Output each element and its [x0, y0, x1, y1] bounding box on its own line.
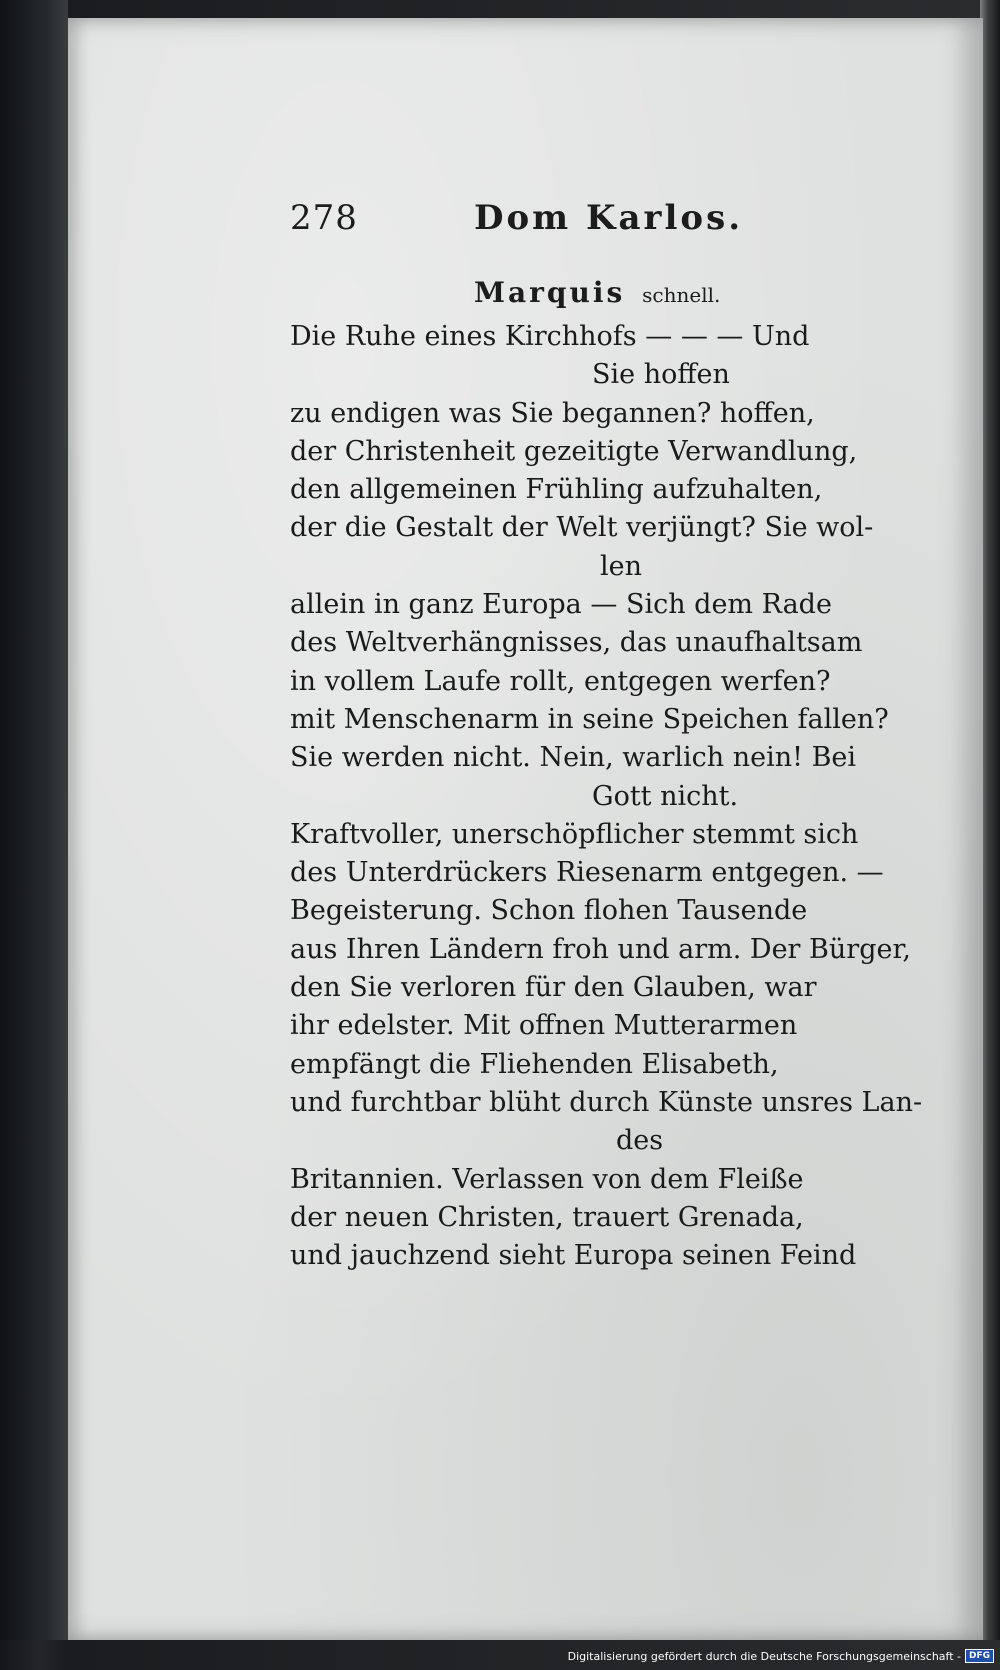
verse-line: Begeisterung. Schon flohen Tausende	[290, 895, 808, 927]
verse-line: den allgemeinen Frühling aufzuhalten,	[290, 474, 823, 506]
book-page	[68, 18, 983, 1640]
verse-line: mit Menschenarm in seine Speichen fallen?	[290, 703, 889, 735]
page-edge	[980, 0, 1000, 1640]
verse-line: empfängt die Fliehenden Elisabeth,	[290, 1048, 779, 1080]
verse-line: der neuen Christen, trauert Grenada,	[290, 1201, 804, 1233]
verse-line: und furchtbar blüht durch Künste unsres Lan-	[290, 1086, 923, 1118]
footer-credit: Digitalisierung gefördert durch die Deutsche Forschungsgemeinschaft -	[567, 1649, 961, 1663]
digitization-footer	[568, 1646, 994, 1666]
verse-line: aus Ihren Ländern froh und arm. Der Bürger,	[290, 933, 911, 965]
verse-line: der die Gestalt der Welt verjüngt? Sie wol-	[290, 512, 874, 544]
verse-line: Britannien. Verlassen von dem Fleiße	[290, 1163, 804, 1195]
verse-line: des Weltverhängnisses, das unaufhaltsam	[290, 627, 863, 659]
book-binding-edge	[0, 0, 68, 1640]
verse-line: des	[616, 1125, 664, 1157]
verse-block	[290, 318, 923, 1275]
verse-line: des Unterdrückers Riesenarm entgegen. —	[290, 857, 884, 889]
running-title: Dom Karlos.	[474, 198, 744, 238]
speaker-name: Marquis	[474, 276, 626, 309]
dfg-logo: DFG	[965, 1649, 994, 1663]
speaker-heading	[474, 276, 720, 309]
stage-direction: schnell.	[642, 283, 721, 307]
verse-line: in vollem Laufe rollt, entgegen werfen?	[290, 665, 831, 697]
verse-line: den Sie verloren für den Glauben, war	[290, 972, 817, 1004]
verse-line: Sie werden nicht. Nein, warlich nein! Bei	[290, 742, 857, 774]
verse-line: Kraftvoller, unerschöpflicher stemmt sich	[290, 818, 859, 850]
verse-line: len	[600, 550, 643, 582]
verse-line: Gott nicht.	[592, 780, 739, 812]
verse-line: der Christenheit gezeitigte Verwandlung,	[290, 435, 858, 467]
verse-line: Die Ruhe eines Kirchhofs — — — Und	[290, 321, 810, 352]
verse-line: zu endigen was Sie begannen? hoffen,	[290, 397, 815, 429]
verse-line: Sie hoffen	[592, 359, 730, 391]
page-number: 278	[290, 198, 358, 238]
verse-line: ihr edelster. Mit offnen Mutterarmen	[290, 1010, 798, 1042]
running-head	[68, 198, 983, 248]
verse-line: und jauchzend sieht Europa seinen Feind	[290, 1240, 857, 1272]
verse-line: allein in ganz Europa — Sich dem Rade	[290, 589, 832, 621]
